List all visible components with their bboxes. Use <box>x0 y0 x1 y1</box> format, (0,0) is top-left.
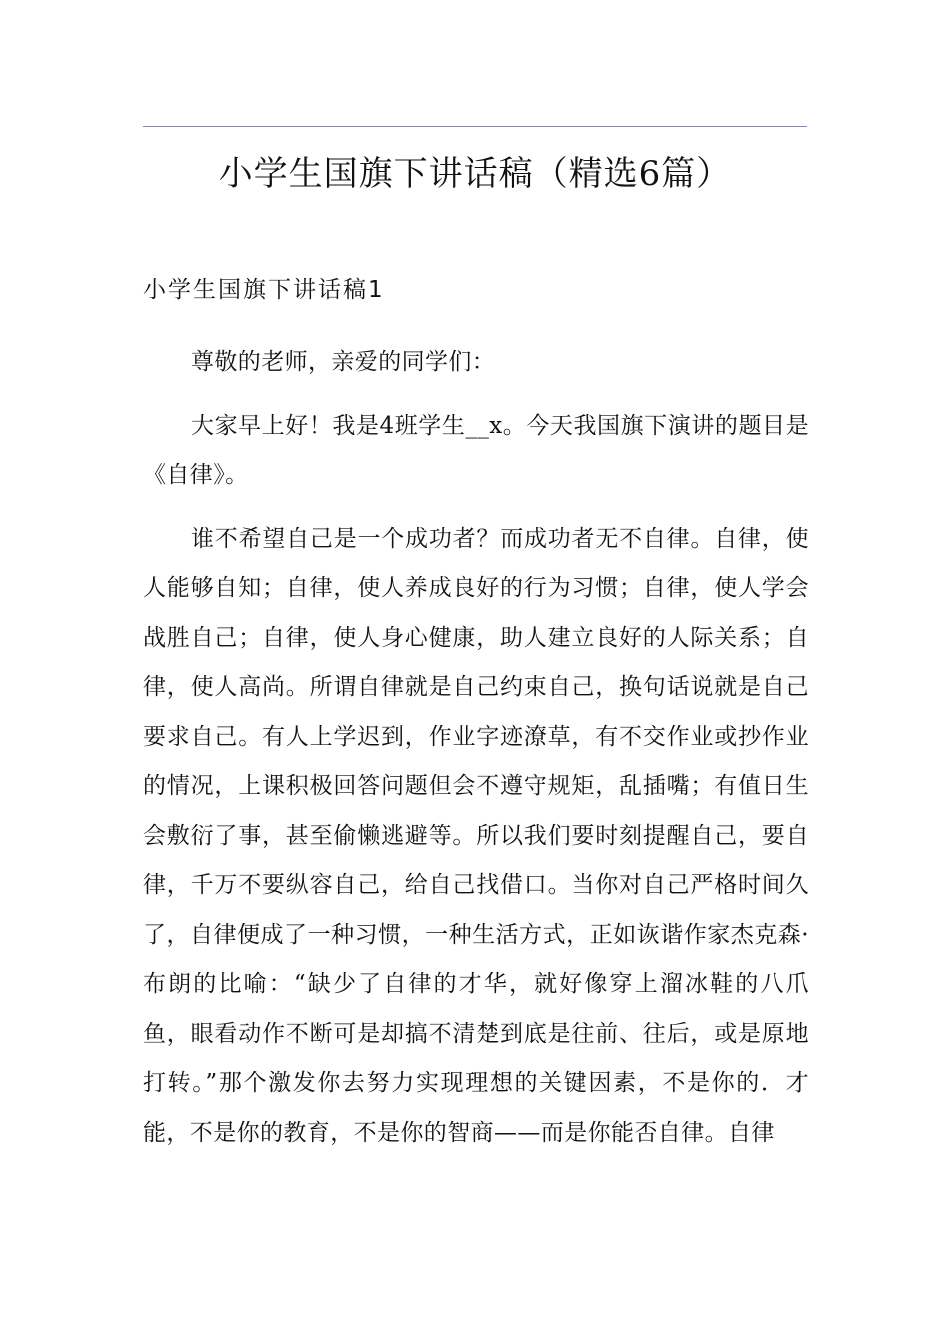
section-heading: 小学生国旗下讲话稿1 <box>143 277 385 303</box>
document-body <box>143 338 809 1172</box>
intro-paragraph: 大家早上好！我是4班学生__x。今天我国旗下演讲的题目是《自律》。 <box>143 412 809 488</box>
salutation-paragraph: 尊敬的老师，亲爱的同学们： <box>191 349 496 375</box>
header-rule <box>143 126 807 127</box>
document-title: 小学生国旗下讲话稿（精选6篇） <box>218 154 732 194</box>
body-paragraph: 谁不希望自己是一个成功者？而成功者无不自律。自律，使人能够自知；自律，使人养成良好的行为习惯；自律，使人学会战胜自己；自律，使人身心健康，助人建立良好的人际关系；自律，使人高尚。所谓自律就是自己约束自己，换句话说就是自己要求自己。有人上学迟到，作业字迹潦草，有不交作业或抄作业的情况，上课积极回答问题但会不遵守规矩，乱插嘴；有值日生会敷衍了事，甚至偷懒逃避等。所以我们要时刻提醒自己，要自律，千万不要纵容自己，给自己找借口。当你对自己严格时间久了，自律便成了一种习惯，一种生活方式，正如诙谐作家杰克森·布朗的比喻：“缺少了自律的才华，就好像穿上溜冰鞋的八爪鱼，眼看动作不断可是却搞不清楚到底是往前、往后，或是原地打转。”那个激发你去努力实现理想的关键因素，不是你的．才能，不是你的教育，不是你的智商——而是你能否自律。自律 <box>143 525 809 1146</box>
